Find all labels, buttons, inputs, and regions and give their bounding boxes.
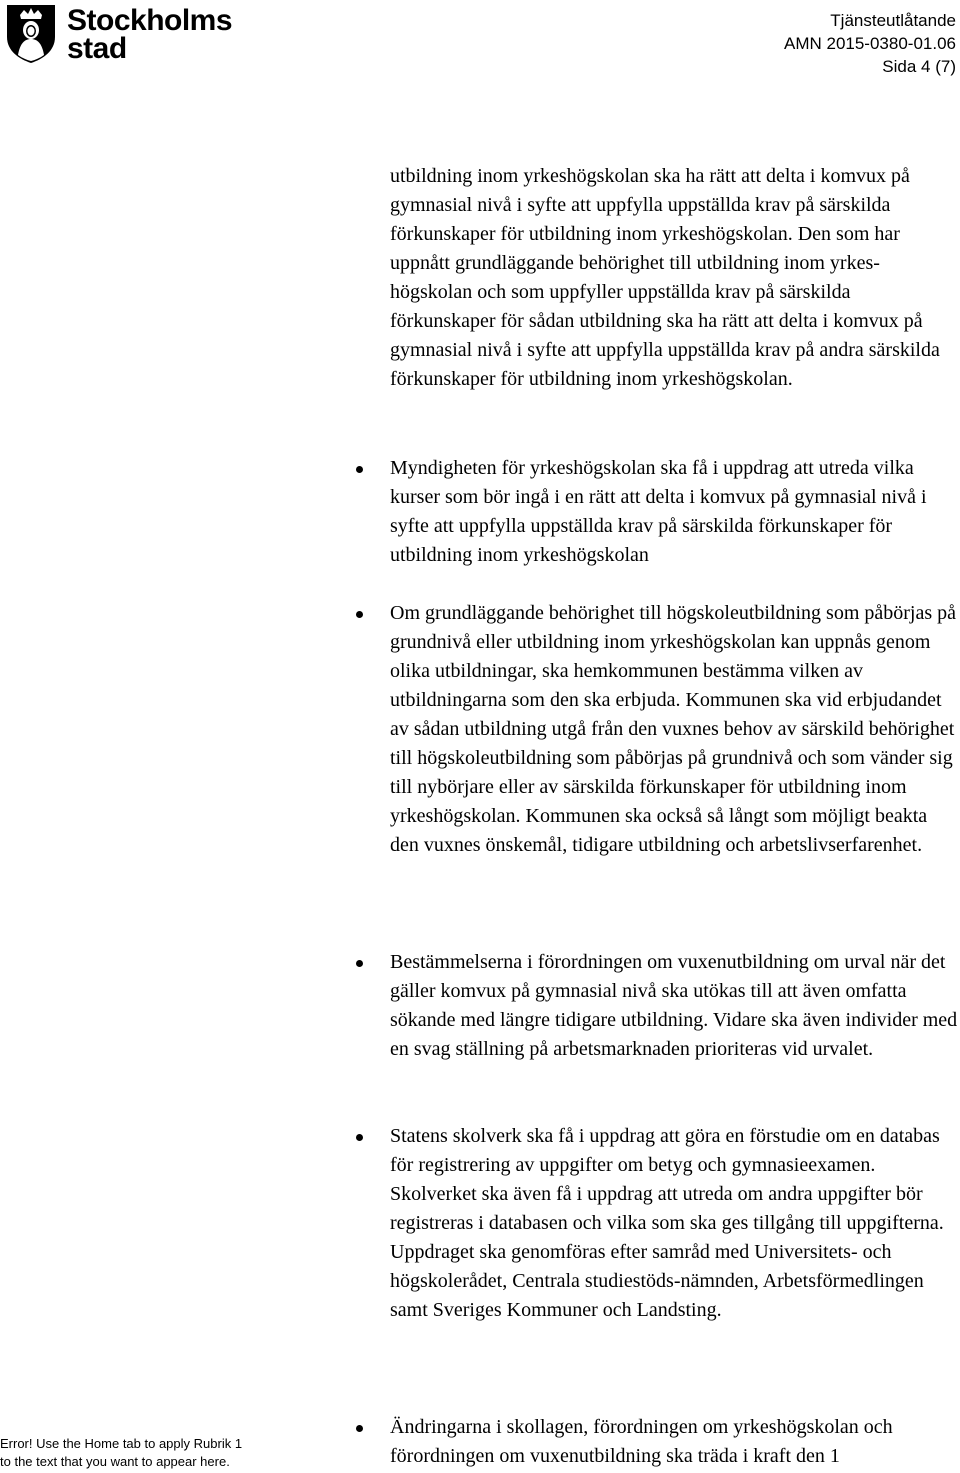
list-item-text: Statens skolverk ska få i uppdrag att göra en förstudie om en databas för registrering av uppgifter om betyg och gymnasieexamen. Skolverket ska även få i uppdrag att utreda om andra uppgifter bör registreras i databasen och vilka som ska ges tillgång till uppgifterna. Uppdraget ska genomföras efter samråd med Universitets- och högskolerådet, Centrala studiestöds-nämnden, Arbetsförmedlingen samt Sveriges Kommuner och Landsting. (390, 1125, 944, 1321)
city-crest-icon (5, 3, 57, 65)
page-header (0, 0, 960, 90)
footer-error-line1: Error! Use the Home tab to apply Rubrik 1 (0, 1436, 243, 1451)
document-info (784, 9, 956, 78)
logo-text-line1: Stockholms (67, 4, 233, 37)
list-item (390, 454, 958, 570)
bullet-icon (356, 611, 363, 618)
list-item-text: Myndigheten för yrkeshögskolan ska få i uppdrag att utreda vilka kurser som bör ingå i en rätt att delta i komvux på gymnasial nivå i syfte att uppfylla uppställda krav på särskilda förkunskaper för utbildning inom yrkeshögskolan (390, 457, 927, 566)
list-item (390, 1122, 958, 1325)
document-type: Tjänsteutlåtande (830, 11, 956, 30)
footer-error-line2: to the text that you want to appear here. (0, 1454, 230, 1469)
list-item (390, 948, 958, 1064)
list-item-text: Om grundläggande behörighet till högskoleutbildning som påbörjas på grundnivå eller utbildning inom yrkeshögskolan kan uppnås genom olika utbildningar, ska hemkommunen bestämma vilken av utbildningarna som den ska erbjuda. Kommunen ska vid erbjudandet av sådan utbildning utgå från den vuxnes behov av särskild behörighet till högskoleutbildning som påbörjas på grundnivå och som vänder sig till nybörjare eller av särskilda förkunskaper för utbildning inom yrkeshögskolan. Kommunen ska också så långt som möjligt beakta den vuxnes önskemål, tidigare utbildning och arbetslivserfarenhet. (390, 602, 957, 856)
list-item-text: Ändringarna i skollagen, förordningen om yrkeshögskolan och förordningen om vuxenutbildning ska träda i kraft den 1 (390, 1416, 893, 1467)
list-item-text: Bestämmelserna i förordningen om vuxenutbildning om urval när det gäller komvux på gymnasial nivå ska utökas till att även omfatta sökande med längre tidigare utbildning. Vidare ska även individer med en svag ställning på arbetsmarknaden prioriteras vid urvalet. (390, 951, 958, 1060)
bullet-icon (356, 1425, 363, 1432)
bullet-icon (356, 466, 363, 473)
intro-paragraph-text: utbildning inom yrkeshögskolan ska ha rätt att delta i komvux på gymnasial nivå i syfte att uppfylla uppställda krav på särskilda förkunskaper för utbildning inom yrkeshögskolan. Den som har uppnått grundläggande behörighet till utbildning inom yrkes-högskolan och som uppfyller uppställda krav på särskilda förkunskaper för sådan utbildning ska ha rätt att delta i komvux på gymnasial nivå i syfte att uppfylla uppställda krav på andra särskilda förkunskaper för utbildning inom yrkeshögskolan. (390, 165, 940, 390)
intro-paragraph (390, 162, 958, 394)
list-item (390, 1413, 958, 1471)
page-number: Sida 4 (7) (882, 57, 956, 76)
list-item (390, 599, 958, 860)
document-number: AMN 2015-0380-01.06 (783, 34, 956, 53)
logo-wordmark (67, 4, 233, 65)
stockholms-stad-logo (5, 3, 255, 63)
logo-text-line2: stad (67, 32, 127, 65)
bullet-icon (356, 1134, 363, 1141)
footer-error-text (0, 1435, 300, 1471)
bullet-icon (356, 960, 363, 967)
